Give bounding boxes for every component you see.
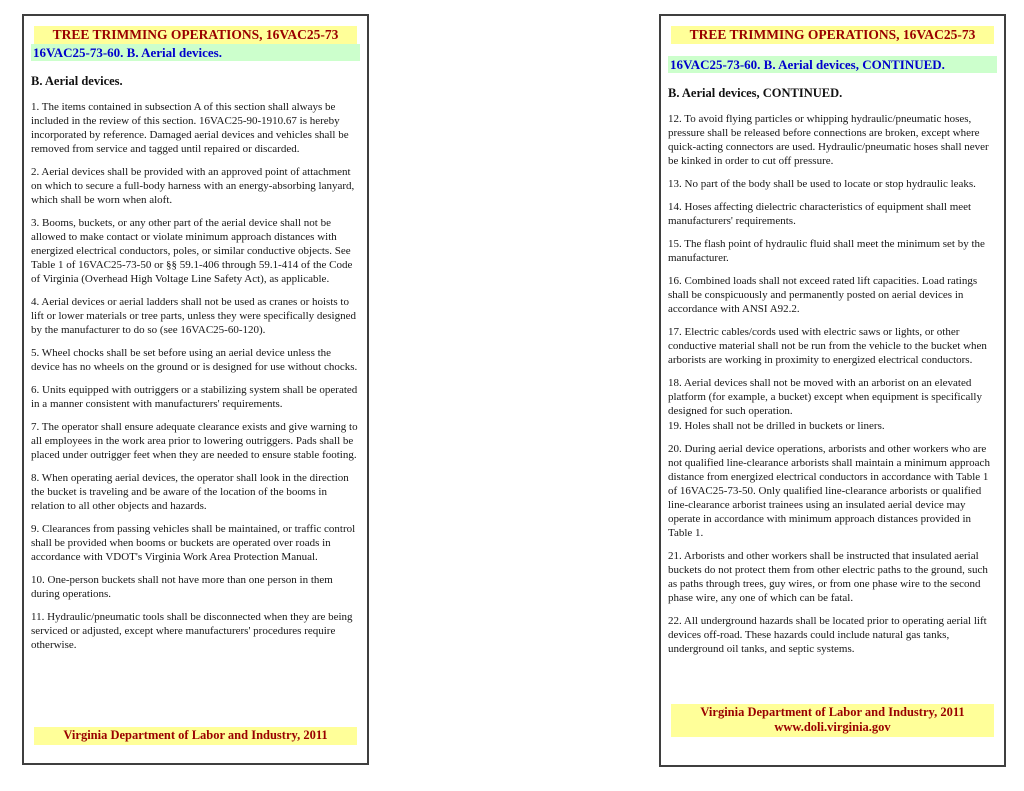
regulation-item: 5. Wheel chocks shall be set before using an aerial device unless the device has no wheels on the ground or is designed for use without chocks. (31, 347, 358, 373)
regulation-item: 1. The items contained in subsection A of this section shall always be included in the review of this section. 16VAC25-90-1910.67 is hereby incorporated by reference. Damaged aerial devices and vehicles shall be removed from service and tagged until repaired or discarded. (31, 101, 349, 155)
regulation-item: 12. To avoid flying particles or whipping hydraulic/pneumatic hoses, pressure shall be released before connections are broken, except where quick-acting connectors are used. Hydraulic/pneumatic hoses shall never be kinked in order to cut off pressure. (668, 113, 989, 167)
regulation-items-right (668, 112, 997, 665)
regulation-item: 16. Combined loads shall not exceed rated lift capacities. Load ratings shall be conspicuously and permanently posted on aerial devices in accordance with ANSI A92.2. (668, 275, 978, 315)
body-heading: B. Aerial devices, CONTINUED. (668, 86, 843, 100)
section-banner: 16VAC25-73-60. B. Aerial devices. (31, 44, 360, 61)
regulation-item: 19. Holes shall not be drilled in buckets or liners. (668, 420, 885, 432)
footer-org: Virginia Department of Labor and Industry, 2011 (63, 728, 328, 742)
regulation-item: 14. Hoses affecting dielectric characteristics of equipment shall meet manufacturers' requirements. (668, 201, 972, 227)
footer-banner (671, 704, 994, 737)
regulation-item: 22. All underground hazards shall be located prior to operating aerial lift devices off-road. These hazards could include natural gas tanks, underground oil tanks, and septic systems. (668, 615, 987, 655)
regulation-item: 10. One-person buckets shall not have more than one person in them during operations. (31, 574, 333, 600)
regulation-item: 15. The flash point of hydraulic fluid shall meet the minimum set by the manufacturer. (668, 238, 985, 264)
regulation-item: 2. Aerial devices shall be provided with an approved point of attachment on which to secure a full-body harness with an energy-absorbing lanyard, which shall be worn when aloft. (31, 166, 355, 206)
page-title-banner: TREE TRIMMING OPERATIONS, 16VAC25-73 (671, 26, 994, 44)
regulation-item: 18. Aerial devices shall not be moved with an arborist on an elevated platform (for example, a bucket) except when equipment is specifically designed for such operation. (668, 377, 982, 417)
regulation-item: 21. Arborists and other workers shall be instructed that insulated aerial buckets do not protect them from other electric paths to the ground, such as paths through trees, guy wires, or from one phase wire to the second phase wire, any one of which can be fatal. (668, 550, 988, 604)
regulation-item: 4. Aerial devices or aerial ladders shall not be used as cranes or hoists to lift or lower materials or tree parts, unless they were specifically designed by the manufacturer to do so (see 16VAC25-60-120). (31, 296, 356, 336)
regulation-item: 20. During aerial device operations, arborists and other workers who are not qualified line-clearance arborists shall maintain a minimum approach distance from energized electrical conductors in accordance with Table 1 of 16VAC25-73-50. Only qualified line-clearance arborists or qualified line-clearance arborist trainees using an insulated aerial device may operate in accordance with minimum approach distances provided in Table 1. (668, 443, 990, 539)
footer-org: Virginia Department of Labor and Industry, 2011 (700, 705, 965, 719)
page-right (659, 14, 1006, 767)
section-banner: 16VAC25-73-60. B. Aerial devices, CONTINUED. (668, 56, 997, 73)
footer-url: www.doli.virginia.gov (774, 720, 891, 734)
regulation-item: 9. Clearances from passing vehicles shall be maintained, or traffic control shall be provided when booms or buckets are operated over roads in accordance with VDOT's Virginia Work Area Protection Manual. (31, 523, 356, 563)
regulation-item: 8. When operating aerial devices, the operator shall look in the direction the bucket is traveling and be aware of the location of the booms in relation to all other objects and hazards. (31, 472, 349, 512)
regulation-items-left (31, 100, 360, 661)
regulation-item: 13. No part of the body shall be used to locate or stop hydraulic leaks. (668, 178, 976, 190)
regulation-item: 11. Hydraulic/pneumatic tools shall be disconnected when they are being serviced or adjusted, except where manufacturers' procedures require otherwise. (31, 611, 353, 651)
regulation-item: 3. Booms, buckets, or any other part of the aerial device shall not be allowed to make contact or violate minimum approach distances with energized electrical conductors, poles, or similar conductive objects. See Table 1 of 16VAC25-73-50 or §§ 59.1-406 through 59.1-414 of the Code of Virginia (Overhead High Voltage Line Safety Act), as applicable. (31, 217, 353, 285)
page-left (22, 14, 369, 765)
footer-banner (34, 727, 357, 745)
regulation-item: 6. Units equipped with outriggers or a stabilizing system shall be operated in a manner consistent with manufacturers' requirements. (31, 384, 358, 410)
body-heading: B. Aerial devices. (31, 74, 123, 88)
regulation-item: 7. The operator shall ensure adequate clearance exists and give warning to all employees in the work area prior to lowering outriggers. Pads shall be placed under outrigger feet when they are needed to ensure stable footing. (31, 421, 358, 461)
page-title-banner: TREE TRIMMING OPERATIONS, 16VAC25-73 (34, 26, 357, 44)
regulation-item: 17. Electric cables/cords used with electric saws or lights, or other conductive material shall not be run from the vehicle to the bucket when arborists are working in proximity to energized electrical conductors. (668, 326, 987, 366)
